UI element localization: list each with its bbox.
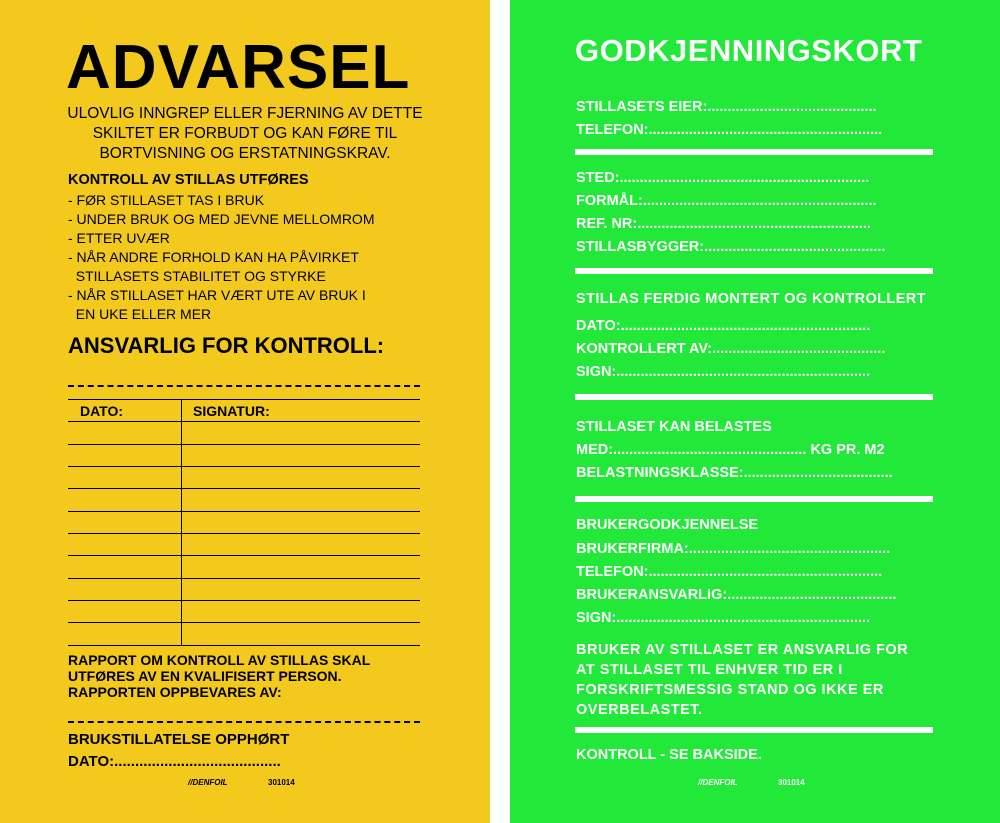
section-divider <box>575 394 933 400</box>
section-divider <box>575 268 933 274</box>
user-company-field: BRUKERFIRMA:.................................................. <box>576 541 891 557</box>
permit-ended-label: BRUKSTILLATELSE OPPHØRT <box>68 731 290 748</box>
brand-mark-icon: // <box>698 778 703 787</box>
table-line <box>68 511 420 512</box>
control-item: - FØR STILLASET TAS I BRUK <box>68 192 265 208</box>
approval-title: GODKJENNINGSKORT <box>575 33 923 68</box>
builder-field: STILLASBYGGER:............................................. <box>576 239 886 255</box>
load-title: STILLASET KAN BELASTES <box>576 419 772 435</box>
control-item: - NÅR ANDRE FORHOLD KAN HA PÅVIRKET <box>68 249 359 265</box>
report-text <box>68 652 370 700</box>
warning-line: BORTVISNING OG ERSTATNINGSKRAV. <box>99 145 391 162</box>
control-item: - NÅR STILLASET HAR VÆRT UTE AV BRUK I <box>68 287 366 303</box>
purpose-field: FORMÅL:.......................................................... <box>576 193 877 209</box>
control-item: EN UKE ELLER MER <box>68 306 212 322</box>
user-sign-field: SIGN:............................................................... <box>576 610 871 626</box>
approval-card <box>510 0 1000 823</box>
finished-title: STILLAS FERDIG MONTERT OG KONTROLLERT <box>576 291 926 307</box>
permit-ended-date-field: DATO:........................................ <box>68 753 281 770</box>
control-item: STILLASETS STABILITET OG STYRKE <box>68 268 326 284</box>
table-line <box>68 399 420 400</box>
owner-field: STILLASETS EIER:.......................................... <box>576 99 877 115</box>
control-item: - UNDER BRUK OG MED JEVNE MELLOMROM <box>68 211 375 227</box>
warning-text <box>30 104 460 164</box>
report-line: UTFØRES AV EN KVALIFISERT PERSON. <box>68 668 342 684</box>
sign-field: SIGN:............................................................... <box>576 364 871 380</box>
table-line <box>68 466 420 467</box>
responsibility-line: FORSKRIFTSMESSIG STAND OG IKKE ER <box>576 682 884 698</box>
report-line: RAPPORTEN OPPBEVARES AV: <box>68 684 282 700</box>
signature-header: SIGNATUR: <box>193 403 270 419</box>
section-divider <box>575 727 933 733</box>
table-line <box>68 600 420 601</box>
control-list <box>68 191 374 324</box>
table-line <box>68 444 420 445</box>
warning-title: ADVARSEL <box>66 33 411 102</box>
section-divider <box>575 496 933 502</box>
load-class-field: BELASTNINGSKLASSE:..................................... <box>576 465 893 481</box>
table-line <box>68 645 420 646</box>
control-item: - ETTER UVÆR <box>68 230 170 246</box>
checked-by-field: KONTROLLERT AV:........................................... <box>576 341 886 357</box>
load-with-field: MED:................................................ KG PR. M2 <box>576 442 885 458</box>
phone-field: TELEFON:.......................................................... <box>576 122 883 138</box>
report-line: RAPPORT OM KONTROLL AV STILLAS SKAL <box>68 652 371 668</box>
responsibility-line: BRUKER AV STILLASET ER ANSVARLIG FOR <box>576 642 909 658</box>
responsibility-line: AT STILLASET TIL ENHVER TID ER I <box>576 662 843 678</box>
user-phone-field: TELEFON:.......................................................... <box>576 564 883 580</box>
table-line <box>68 533 420 534</box>
table-line <box>68 488 420 489</box>
footer-note: KONTROLL - SE BAKSIDE. <box>576 747 762 763</box>
place-field: STED:.............................................................. <box>576 170 870 186</box>
date-field: DATO:.............................................................. <box>576 318 871 334</box>
brand-mark-icon: // <box>188 778 193 787</box>
responsibility-text <box>576 640 908 720</box>
user-approval-title: BRUKERGODKJENNELSE <box>576 517 759 533</box>
section-divider <box>575 149 933 155</box>
control-title: KONTROLL AV STILLAS UTFØRES <box>68 172 309 188</box>
dashed-divider <box>68 385 420 387</box>
dashed-divider <box>68 721 420 723</box>
table-line <box>68 622 420 623</box>
brand-name: DENFOIL <box>192 778 228 787</box>
user-responsible-field: BRUKERANSVARLIG:.......................................... <box>576 587 897 603</box>
warning-line: ULOVLIG INNGREP ELLER FJERNING AV DETTE <box>67 105 423 122</box>
brand-logo <box>698 778 738 787</box>
table-column-divider <box>181 399 182 645</box>
warning-card <box>0 0 490 823</box>
product-code: 301014 <box>778 778 805 787</box>
product-code: 301014 <box>268 778 295 787</box>
warning-line: SKILTET ER FORBUDT OG KAN FØRE TIL <box>92 125 398 142</box>
table-line <box>68 421 420 422</box>
responsible-title: ANSVARLIG FOR KONTROLL: <box>68 333 385 358</box>
responsibility-line: OVERBELASTET. <box>576 702 703 718</box>
date-header: DATO: <box>80 403 124 419</box>
table-line <box>68 555 420 556</box>
ref-field: REF. NR:.......................................................... <box>576 216 871 232</box>
brand-logo <box>188 778 228 787</box>
table-line <box>68 578 420 579</box>
brand-name: DENFOIL <box>702 778 738 787</box>
